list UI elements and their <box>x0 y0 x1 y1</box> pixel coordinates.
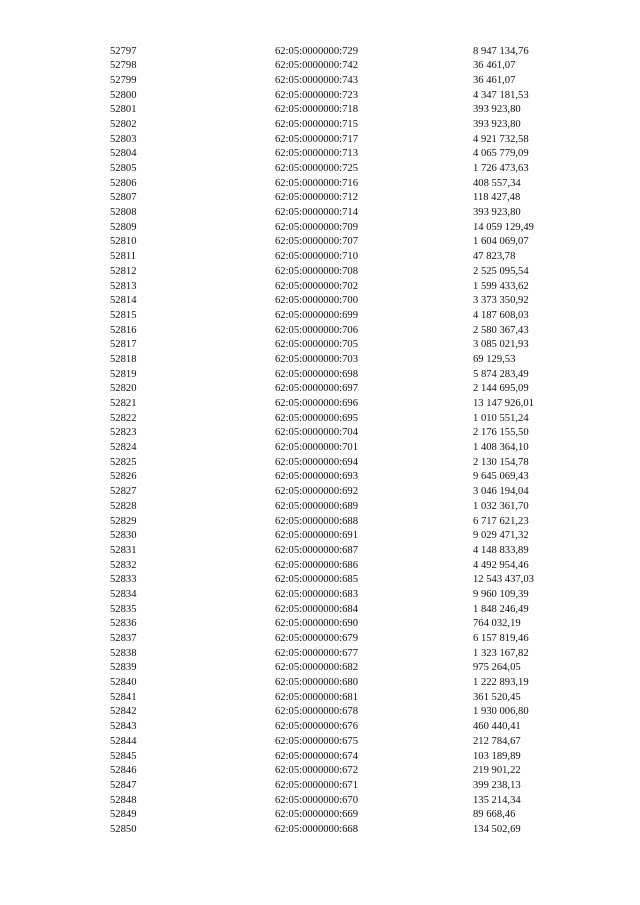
cadastral-number-cell: 62:05:0000000:698 <box>275 368 358 380</box>
cadastral-value-cell: 1 222 893,19 <box>473 677 529 689</box>
cadastral-number-cell: 62:05:0000000:681 <box>275 691 358 703</box>
cadastral-number-cell: 62:05:0000000:679 <box>275 633 358 644</box>
cadastral-number-cell: 62:05:0000000:713 <box>275 148 358 160</box>
cadastral-value-cell: 4 065 779,09 <box>473 148 529 160</box>
cadastral-number-cell: 62:05:0000000:717 <box>275 133 358 145</box>
row-number-cell: 52819 <box>110 368 137 380</box>
row-number-cell: 52846 <box>110 765 137 777</box>
table-row <box>110 324 580 339</box>
cadastral-value-cell: 1 726 473,63 <box>473 163 529 174</box>
table-row <box>110 661 580 676</box>
table-row <box>110 103 580 118</box>
cadastral-value-cell: 1 599 433,62 <box>473 280 529 292</box>
row-number-cell: 52830 <box>110 530 137 542</box>
cadastral-value-cell: 47 823,78 <box>473 251 516 263</box>
cadastral-number-cell: 62:05:0000000:706 <box>275 324 358 336</box>
table-row <box>110 573 580 588</box>
row-number-cell: 52840 <box>110 677 137 689</box>
row-number-cell: 52813 <box>110 280 137 292</box>
cadastral-number-cell: 62:05:0000000:715 <box>275 118 358 130</box>
cadastral-number-cell: 62:05:0000000:703 <box>275 353 358 365</box>
cadastral-number-cell: 62:05:0000000:710 <box>275 251 358 263</box>
cadastral-number-cell: 62:05:0000000:729 <box>275 45 358 57</box>
cadastral-number-cell: 62:05:0000000:689 <box>275 500 358 512</box>
table-row <box>110 74 580 89</box>
cadastral-value-cell: 1 032 361,70 <box>473 500 529 512</box>
row-number-cell: 52850 <box>110 823 137 835</box>
table-row <box>110 823 580 838</box>
cadastral-value-cell: 1 930 006,80 <box>473 706 529 718</box>
table-row <box>110 485 580 500</box>
cadastral-number-cell: 62:05:0000000:725 <box>275 163 358 174</box>
cadastral-value-cell: 408 557,34 <box>473 177 521 189</box>
table-row <box>110 191 580 206</box>
cadastral-number-cell: 62:05:0000000:678 <box>275 706 358 718</box>
table-row <box>110 441 580 456</box>
row-number-cell: 52834 <box>110 588 137 600</box>
cadastral-value-cell: 135 214,34 <box>473 794 521 806</box>
table-row <box>110 294 580 309</box>
row-number-cell: 52811 <box>110 251 137 263</box>
cadastral-number-cell: 62:05:0000000:668 <box>275 823 358 835</box>
cadastral-number-cell: 62:05:0000000:693 <box>275 471 358 483</box>
table-row <box>110 118 580 133</box>
cadastral-value-cell: 3 046 194,04 <box>473 486 529 498</box>
table-row <box>110 647 580 662</box>
table-row <box>110 617 580 632</box>
cadastral-value-cell: 4 347 181,53 <box>473 89 529 101</box>
table-row <box>110 500 580 515</box>
table-row <box>110 206 580 221</box>
cadastral-number-cell: 62:05:0000000:709 <box>275 221 358 233</box>
table-row <box>110 588 580 603</box>
table-row <box>110 750 580 765</box>
cadastral-value-cell: 9 960 109,39 <box>473 588 529 600</box>
cadastral-value-cell: 361 520,45 <box>473 691 521 703</box>
cadastral-value-cell: 2 130 154,78 <box>473 456 529 468</box>
cadastral-number-cell: 62:05:0000000:688 <box>275 515 358 527</box>
table-row <box>110 368 580 383</box>
row-number-cell: 52810 <box>110 236 137 248</box>
cadastral-value-cell: 2 525 095,54 <box>473 265 529 277</box>
cadastral-number-cell: 62:05:0000000:716 <box>275 177 358 189</box>
cadastral-value-cell: 5 874 283,49 <box>473 368 529 380</box>
cadastral-number-cell: 62:05:0000000:712 <box>275 192 358 204</box>
row-number-cell: 52801 <box>110 104 137 116</box>
cadastral-value-cell: 460 440,41 <box>473 721 521 733</box>
cadastral-value-cell: 36 461,07 <box>473 60 516 72</box>
cadastral-number-cell: 62:05:0000000:687 <box>275 544 358 556</box>
table-row <box>110 676 580 691</box>
table-row <box>110 353 580 368</box>
table-row <box>110 544 580 559</box>
row-number-cell: 52826 <box>110 471 137 483</box>
cadastral-value-cell: 2 144 695,09 <box>473 383 529 395</box>
cadastral-number-cell: 62:05:0000000:692 <box>275 486 358 498</box>
cadastral-value-cell: 69 129,53 <box>473 353 516 365</box>
cadastral-value-cell: 89 668,46 <box>473 809 516 821</box>
cadastral-number-cell: 62:05:0000000:680 <box>275 677 358 689</box>
cadastral-number-cell: 62:05:0000000:682 <box>275 662 358 674</box>
row-number-cell: 52814 <box>110 295 137 307</box>
cadastral-number-cell: 62:05:0000000:683 <box>275 588 358 600</box>
cadastral-value-cell: 764 032,19 <box>473 618 521 630</box>
cadastral-number-cell: 62:05:0000000:714 <box>275 207 358 219</box>
cadastral-value-cell: 6 717 621,23 <box>473 515 529 527</box>
cadastral-value-cell: 6 157 819,46 <box>473 633 529 644</box>
table-row <box>110 162 580 177</box>
row-number-cell: 52831 <box>110 544 137 556</box>
cadastral-value-cell: 12 543 437,03 <box>473 574 534 586</box>
row-number-cell: 52827 <box>110 486 137 498</box>
row-number-cell: 52842 <box>110 706 137 718</box>
row-number-cell: 52833 <box>110 574 137 586</box>
table-row <box>110 764 580 779</box>
cadastral-number-cell: 62:05:0000000:742 <box>275 60 358 72</box>
row-number-cell: 52822 <box>110 412 137 424</box>
row-number-cell: 52812 <box>110 265 137 277</box>
row-number-cell: 52802 <box>110 118 137 130</box>
cadastral-number-cell: 62:05:0000000:676 <box>275 721 358 733</box>
cadastral-number-cell: 62:05:0000000:686 <box>275 559 358 571</box>
cadastral-value-cell: 212 784,67 <box>473 735 521 747</box>
row-number-cell: 52835 <box>110 603 137 615</box>
cadastral-number-cell: 62:05:0000000:697 <box>275 383 358 395</box>
cadastral-value-cell: 219 901,22 <box>473 765 521 777</box>
table-row <box>110 529 580 544</box>
cadastral-number-cell: 62:05:0000000:670 <box>275 794 358 806</box>
table-row <box>110 147 580 162</box>
cadastral-number-cell: 62:05:0000000:701 <box>275 442 358 454</box>
cadastral-number-cell: 62:05:0000000:743 <box>275 74 358 86</box>
row-number-cell: 52798 <box>110 60 137 72</box>
table-row <box>110 705 580 720</box>
table-row <box>110 397 580 412</box>
cadastral-number-cell: 62:05:0000000:684 <box>275 603 358 615</box>
cadastral-value-cell: 393 923,80 <box>473 104 521 116</box>
row-number-cell: 52807 <box>110 192 137 204</box>
table-row <box>110 456 580 471</box>
cadastral-value-cell: 975 264,05 <box>473 662 521 674</box>
cadastral-number-cell: 62:05:0000000:671 <box>275 779 358 791</box>
cadastral-value-cell: 3 373 350,92 <box>473 295 529 307</box>
cadastral-number-cell: 62:05:0000000:694 <box>275 456 358 468</box>
row-number-cell: 52837 <box>110 633 137 644</box>
table-row <box>110 412 580 427</box>
cadastral-value-cell: 13 147 926,01 <box>473 398 534 409</box>
cadastral-value-cell: 393 923,80 <box>473 118 521 130</box>
cadastral-value-cell: 1 010 551,24 <box>473 412 529 424</box>
cadastral-number-cell: 62:05:0000000:675 <box>275 735 358 747</box>
table-row <box>110 221 580 236</box>
row-number-cell: 52820 <box>110 383 137 395</box>
cadastral-value-cell: 393 923,80 <box>473 207 521 219</box>
table-row <box>110 309 580 324</box>
table-row <box>110 45 580 60</box>
cadastral-value-cell: 4 187 608,03 <box>473 309 529 321</box>
table-row <box>110 470 580 485</box>
table-row <box>110 603 580 618</box>
cadastral-value-cell: 1 323 167,82 <box>473 647 529 659</box>
row-number-cell: 52836 <box>110 618 137 630</box>
row-number-cell: 52815 <box>110 309 137 321</box>
cadastral-number-cell: 62:05:0000000:702 <box>275 280 358 292</box>
row-number-cell: 52800 <box>110 89 137 101</box>
row-number-cell: 52829 <box>110 515 137 527</box>
row-number-cell: 52828 <box>110 500 137 512</box>
row-number-cell: 52804 <box>110 148 137 160</box>
row-number-cell: 52847 <box>110 779 137 791</box>
cadastral-value-cell: 4 492 954,46 <box>473 559 529 571</box>
cadastral-number-cell: 62:05:0000000:708 <box>275 265 358 277</box>
cadastral-value-cell: 1 408 364,10 <box>473 442 529 454</box>
table-row <box>110 515 580 530</box>
cadastral-number-cell: 62:05:0000000:674 <box>275 750 358 762</box>
cadastral-number-cell: 62:05:0000000:672 <box>275 765 358 777</box>
cadastral-value-cell: 118 427,48 <box>473 192 521 204</box>
cadastral-number-cell: 62:05:0000000:696 <box>275 398 358 409</box>
cadastral-number-cell: 62:05:0000000:707 <box>275 236 358 248</box>
cadastral-value-cell: 2 580 367,43 <box>473 324 529 336</box>
cadastral-value-cell: 9 645 069,43 <box>473 471 529 483</box>
cadastral-value-cell: 4 148 833,89 <box>473 544 529 556</box>
row-number-cell: 52806 <box>110 177 137 189</box>
cadastral-value-cell: 8 947 134,76 <box>473 45 529 57</box>
row-number-cell: 52821 <box>110 398 137 409</box>
cadastral-number-cell: 62:05:0000000:690 <box>275 618 358 630</box>
table-row <box>110 235 580 250</box>
table-row <box>110 632 580 647</box>
table-row <box>110 177 580 192</box>
table-row <box>110 794 580 809</box>
row-number-cell: 52839 <box>110 662 137 674</box>
cadastral-value-cell: 134 502,69 <box>473 823 521 835</box>
cadastral-number-cell: 62:05:0000000:723 <box>275 89 358 101</box>
row-number-cell: 52825 <box>110 456 137 468</box>
row-number-cell: 52832 <box>110 559 137 571</box>
row-number-cell: 52844 <box>110 735 137 747</box>
row-number-cell: 52838 <box>110 647 137 659</box>
cadastral-number-cell: 62:05:0000000:700 <box>275 295 358 307</box>
cadastral-number-cell: 62:05:0000000:669 <box>275 809 358 821</box>
row-number-cell: 52843 <box>110 721 137 733</box>
row-number-cell: 52805 <box>110 163 137 174</box>
table-row <box>110 559 580 574</box>
cadastral-value-cell: 1 848 246,49 <box>473 603 529 615</box>
cadastral-value-cell: 1 604 069,07 <box>473 236 529 248</box>
table-row <box>110 691 580 706</box>
row-number-cell: 52823 <box>110 427 137 439</box>
table-row <box>110 250 580 265</box>
row-number-cell: 52816 <box>110 324 137 336</box>
table-row <box>110 735 580 750</box>
table-row <box>110 426 580 441</box>
row-number-cell: 52848 <box>110 794 137 806</box>
row-number-cell: 52849 <box>110 809 137 821</box>
table-row <box>110 779 580 794</box>
row-number-cell: 52845 <box>110 750 137 762</box>
cadastral-value-cell: 399 238,13 <box>473 779 521 791</box>
row-number-cell: 52818 <box>110 353 137 365</box>
cadastral-number-cell: 62:05:0000000:695 <box>275 412 358 424</box>
cadastral-number-cell: 62:05:0000000:699 <box>275 309 358 321</box>
cadastral-number-cell: 62:05:0000000:691 <box>275 530 358 542</box>
table-row <box>110 59 580 74</box>
cadastral-number-cell: 62:05:0000000:705 <box>275 339 358 351</box>
cadastral-value-cell: 14 059 129,49 <box>473 221 534 233</box>
cadastral-value-table <box>110 45 580 838</box>
row-number-cell: 52817 <box>110 339 137 351</box>
cadastral-value-cell: 3 085 021,93 <box>473 339 529 351</box>
cadastral-value-cell: 2 176 155,50 <box>473 427 529 439</box>
table-row <box>110 382 580 397</box>
row-number-cell: 52799 <box>110 74 137 86</box>
row-number-cell: 52809 <box>110 221 137 233</box>
row-number-cell: 52797 <box>110 45 137 57</box>
cadastral-value-cell: 103 189,89 <box>473 750 521 762</box>
cadastral-number-cell: 62:05:0000000:685 <box>275 574 358 586</box>
cadastral-value-cell: 36 461,07 <box>473 74 516 86</box>
table-row <box>110 720 580 735</box>
cadastral-value-cell: 9 029 471,32 <box>473 530 529 542</box>
table-row <box>110 338 580 353</box>
table-row <box>110 89 580 104</box>
cadastral-value-cell: 4 921 732,58 <box>473 133 529 145</box>
row-number-cell: 52824 <box>110 442 137 454</box>
table-row <box>110 808 580 823</box>
cadastral-number-cell: 62:05:0000000:718 <box>275 104 358 116</box>
table-row <box>110 133 580 148</box>
row-number-cell: 52803 <box>110 133 137 145</box>
cadastral-number-cell: 62:05:0000000:677 <box>275 647 358 659</box>
row-number-cell: 52841 <box>110 691 137 703</box>
cadastral-number-cell: 62:05:0000000:704 <box>275 427 358 439</box>
row-number-cell: 52808 <box>110 207 137 219</box>
table-row <box>110 280 580 295</box>
table-row <box>110 265 580 280</box>
